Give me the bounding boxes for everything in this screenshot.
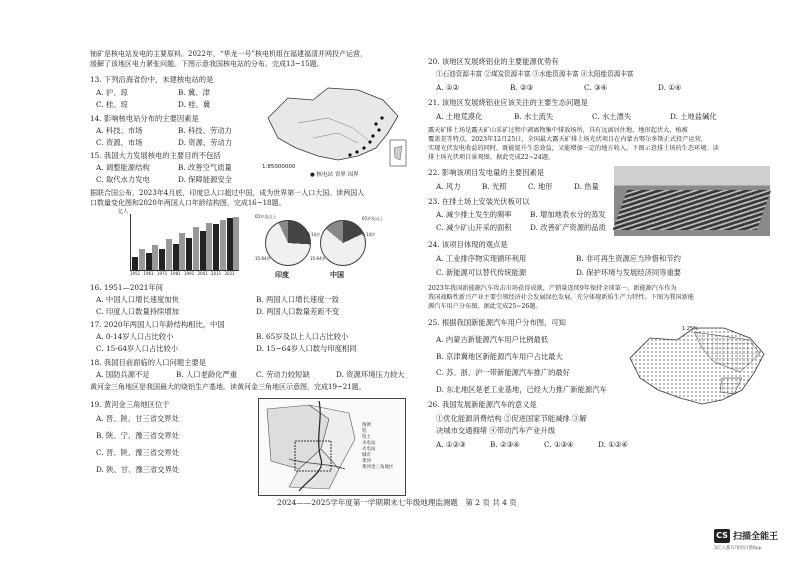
option-14-a[interactable]: A. 科技、市场 bbox=[96, 126, 143, 135]
x-tick-label: 1991 bbox=[184, 271, 195, 276]
camscanner-name: 扫描全能王 bbox=[733, 532, 779, 542]
nuclear-map bbox=[258, 78, 410, 178]
option-16-b[interactable]: B. 两国人口增长速度一致 bbox=[256, 295, 339, 304]
option-20-c[interactable]: C. ③④ bbox=[584, 83, 608, 92]
option-24-b[interactable]: B. 非可再生资源应当珍惜和节约 bbox=[576, 254, 681, 263]
question-20: 20. 该地区发展烧铝业的主要能源优势有 bbox=[428, 57, 559, 66]
option-16-d[interactable]: D. 两国人口数量差距不变 bbox=[256, 307, 340, 316]
question-24: 24. 该项目体现的观点是 bbox=[428, 240, 508, 249]
bar-中国-1951 bbox=[139, 249, 145, 270]
option-21-c[interactable]: C. 水土漂失 bbox=[592, 112, 632, 121]
option-13-b[interactable]: B. 冀、津 bbox=[178, 88, 210, 97]
option-25-b[interactable]: B. 京津冀地区新能源汽车用户占比最大 bbox=[436, 352, 563, 361]
x-tick-label: 2011 bbox=[211, 271, 222, 276]
option-25-d[interactable]: D. 东北地区是老工业基地，已经大力推广新能源汽车 bbox=[436, 385, 607, 394]
pie-china bbox=[320, 220, 366, 266]
option-18-a[interactable]: A. 国防兵源不足 bbox=[96, 370, 150, 379]
option-15-a[interactable]: A. 调整能源结构 bbox=[96, 163, 150, 172]
option-17-d[interactable]: D. 15~64岁人口数与印度相同 bbox=[256, 344, 357, 353]
option-13-a[interactable]: A. 沪、琼 bbox=[96, 88, 128, 97]
option-26-d[interactable]: D. ①②④ bbox=[598, 440, 628, 449]
question-21: 21. 该地区发展烧铝业应该关注的主要生态问题是 bbox=[428, 98, 588, 107]
intro-16-18: 据联合国公布，2023年4月底，印度总人口超过中国，成为世界第一人口大国。读两国人 口数量变化图和2020年两国人口年龄结构图，完成16~18题。 bbox=[90, 189, 365, 207]
option-13-d[interactable]: D. 桂、冀 bbox=[178, 100, 211, 109]
x-tick-label: 1961 bbox=[143, 271, 154, 276]
intro-19-21: 黄河金三角地区是我国最大的烧铝生产基地。读黄河金三角地区示意图，完成19~21题。 bbox=[90, 383, 366, 391]
option-14-b[interactable]: B. 科技、劳动力 bbox=[178, 126, 232, 135]
pie-india bbox=[265, 220, 311, 266]
question-13: 13. 下列沿海省份中，未建核电站的是 bbox=[90, 75, 214, 84]
option-16-c[interactable]: C. 印度人口数量持续增加 bbox=[96, 307, 179, 316]
ev-map-figure bbox=[622, 318, 772, 418]
chart-plot-area bbox=[130, 214, 239, 271]
bar-中国-1991 bbox=[193, 227, 199, 270]
option-19-c[interactable]: C. 晋、陕、豫三省交界处 bbox=[96, 448, 179, 457]
option-18-c[interactable]: C. 劳动力较短缺 bbox=[256, 370, 310, 379]
map1-legend: ● 核电站 省界 国界 bbox=[310, 172, 359, 178]
option-21-b[interactable]: B. 水土流失 bbox=[514, 112, 554, 121]
option-21-a[interactable]: A. 土地荒漠化 bbox=[436, 112, 483, 121]
intro-13-15: 铀矿是核电站发电的主要原料。2022年，“华龙一号”核电机组在福建福清并网投产运营， 缓解了该地区电力紧张问题。下图示意我国核电站的分布。完成13~15题。 bbox=[90, 50, 367, 68]
question-18: 18. 我国目前面临的人口问题主要是 bbox=[90, 358, 207, 367]
option-20-d[interactable]: D. ①④ bbox=[658, 83, 682, 92]
question-23: 23. 在排土场上安装光伏板可以 bbox=[428, 197, 530, 206]
option-22-d[interactable]: D. 热量 bbox=[574, 182, 599, 191]
option-26-c[interactable]: C. ①③④ bbox=[544, 440, 574, 449]
pie-china-label-child: 0-14岁 bbox=[362, 232, 376, 237]
option-24-d[interactable]: D. 保护环境与发展经济同等重要 bbox=[576, 268, 682, 277]
question-26: 26. 我国发展新能源汽车的意义是 bbox=[428, 400, 537, 409]
option-15-d[interactable]: D. 保障能源安全 bbox=[178, 175, 233, 184]
bar-印度-2001 bbox=[200, 231, 206, 270]
bar-印度-1991 bbox=[186, 238, 192, 270]
bar-中国-2021 bbox=[233, 217, 239, 270]
option-20-b[interactable]: B. ②③ bbox=[510, 83, 534, 92]
option-21-d[interactable]: D. 土地盐碱化 bbox=[670, 112, 717, 121]
pie-china-title: 中国 bbox=[330, 270, 344, 279]
option-24-a[interactable]: A. 工业排序物实现循环利用 bbox=[436, 254, 527, 263]
option-24-c[interactable]: C. 新能源可以替代传统能源 bbox=[436, 268, 527, 277]
ev-user-map bbox=[622, 318, 772, 418]
ev-map-legend: 1.25% bbox=[682, 326, 698, 332]
camscanner-logo: CS bbox=[714, 529, 730, 543]
option-25-c[interactable]: C. 苏、浙、沪一带新能源汽车推广的最好 bbox=[436, 368, 571, 377]
option-17-c[interactable]: C. 15-64岁人口占比较小 bbox=[96, 344, 179, 353]
pie-china-figure bbox=[310, 210, 390, 280]
intro-25-26: 2023年我国新能源汽车攻击市场获得成就，产销量连续9年保持全球第一。新能源汽车作为 我国战略性新兴产业主要引领经济社会发展绿色发展，充分体现新质生产力特性。下图为我国新能 源汽车用户分布图。据此完成25~26题。 bbox=[428, 285, 695, 310]
x-tick-label: 1971 bbox=[157, 271, 168, 276]
option-14-c[interactable]: C. 资源、市场 bbox=[96, 138, 143, 147]
page-footer: 2024——2025学年度第一学期期末七年级地理监测题 第 2 页 共 4 页 bbox=[277, 498, 517, 507]
bar-印度-1951 bbox=[132, 257, 138, 270]
option-19-a[interactable]: A. 晋、陕、甘三省交界处 bbox=[96, 414, 179, 423]
option-22-b[interactable]: B. 光照 bbox=[482, 182, 507, 191]
bar-印度-2021 bbox=[227, 218, 233, 270]
bar-中国-1961 bbox=[152, 245, 158, 270]
option-18-d[interactable]: D. 资源环境压力较大 bbox=[336, 370, 405, 379]
option-19-d[interactable]: D. 陕、甘、豫三省交界处 bbox=[96, 465, 180, 474]
question-26-statements-2: 决城市交通拥堵 ④带动汽车产业升级 bbox=[436, 426, 556, 435]
x-tick-label: 1981 bbox=[170, 271, 181, 276]
population-chart bbox=[118, 208, 240, 280]
question-17: 17. 2020年两国人口年龄结构相比，中国 bbox=[90, 320, 225, 329]
x-tick-label: 2021 bbox=[224, 271, 235, 276]
option-15-b[interactable]: B. 改善空气质量 bbox=[178, 163, 232, 172]
option-17-a[interactable]: A. 0-14岁人口占比较小 bbox=[96, 332, 174, 341]
option-13-c[interactable]: C. 桂、琼 bbox=[96, 100, 128, 109]
pie-india-label-child: 0-14岁 bbox=[307, 232, 321, 237]
chart-x-axis bbox=[130, 271, 238, 279]
bar-印度-1971 bbox=[159, 249, 165, 270]
pie-china-label-working: 15-64岁 bbox=[310, 256, 326, 261]
question-25: 25. 根据我国新能源汽车用户分布图，可知 bbox=[428, 318, 566, 327]
option-23-d[interactable]: D. 改善矿产资源的品质 bbox=[530, 223, 606, 232]
question-22: 22. 影响该项目发电量的主要因素是 bbox=[428, 168, 545, 177]
bar-中国-1981 bbox=[179, 233, 185, 270]
question-19: 19. 黄河金三角地区位于 bbox=[90, 400, 170, 409]
chart-unit: 亿人 bbox=[118, 209, 129, 215]
option-19-b[interactable]: B. 陕、宁、豫三省交界处 bbox=[96, 431, 179, 440]
option-25-a[interactable]: A. 内蒙古新能源汽车用户比例最低 bbox=[436, 335, 549, 344]
camscanner-tagline: 3亿人都在用的扫描App bbox=[714, 546, 762, 551]
option-23-b[interactable]: B. 增加地表水分的蒸发 bbox=[530, 210, 606, 219]
x-tick-label: 2001 bbox=[197, 271, 208, 276]
option-18-b[interactable]: B. 人口老龄化严重 bbox=[176, 370, 238, 379]
option-14-d[interactable]: D. 资源、劳动力 bbox=[178, 138, 233, 147]
bar-中国-2001 bbox=[206, 223, 212, 270]
option-20-a[interactable]: A. ①② bbox=[436, 83, 459, 92]
option-16-a[interactable]: A. 中国人口增长速度加快 bbox=[96, 295, 179, 304]
option-23-a[interactable]: A. 减少排土发生的频率 bbox=[436, 210, 512, 219]
option-26-a[interactable]: A. ①②③ bbox=[436, 440, 466, 449]
pie-china-label-elder: 65岁及以上 bbox=[362, 216, 384, 221]
option-15-c[interactable]: C. 取代水力发电 bbox=[96, 175, 150, 184]
option-22-a[interactable]: A. 风力 bbox=[436, 182, 461, 191]
pie-india-title: 印度 bbox=[275, 270, 289, 279]
map1-scale: 1:85000000 bbox=[262, 164, 296, 170]
question-14: 14. 影响核电站分布的主要因素是 bbox=[90, 114, 199, 123]
intro-22-24: 露天矿排土场是露天矿山采矿过程中剥离物集中排放场所，具有远离居住地，地形起伏大，植被 覆盖差等特点。2023年12月25日，全国最大露天矿排土场光伏项目在内蒙古鄂尔多斯正式投产运营， 实现光伏发电收益的同时，既能提升生态效益，又能增加一定的地方收入。下图示意排土场的生态环境。读 排土场光伏项目景观图，据此完成22~24题。 bbox=[428, 127, 719, 161]
pie-india-label-elder: 65岁及以上 bbox=[255, 214, 277, 219]
question-20-statements: ①石油资源丰富 ②煤炭资源丰富 ③水能资源丰富 ④太阳能资源丰富 bbox=[436, 70, 634, 78]
bar-印度-1981 bbox=[173, 244, 179, 270]
bar-印度-1961 bbox=[146, 253, 152, 270]
option-23-c[interactable]: C. 减少矿山开采的面积 bbox=[436, 223, 512, 232]
question-26-statements-1: ①优化能源消费结构 ②促进国家节能减排 ③解 bbox=[436, 414, 587, 423]
question-15: 15. 我国大力发展核电的主要目的不包括 bbox=[90, 151, 221, 160]
option-26-b[interactable]: B. ②③④ bbox=[490, 440, 520, 449]
x-tick-label: 1951 bbox=[130, 271, 141, 276]
bar-中国-1971 bbox=[166, 239, 172, 270]
option-22-c[interactable]: C. 地形 bbox=[528, 182, 553, 191]
pie-india-label-working: 15-64岁 bbox=[255, 256, 271, 261]
option-17-b[interactable]: B. 65岁及以上人口占比较小 bbox=[256, 332, 349, 341]
golden-triangle-map bbox=[258, 398, 406, 496]
map2-legend: 图例 铝 铝土 水电站 火电站 城市 黄河 黄河金三角地区 bbox=[362, 423, 394, 470]
bar-印度-2011 bbox=[213, 224, 219, 270]
bar-中国-2011 bbox=[220, 220, 226, 270]
solar-panel-rows bbox=[613, 190, 772, 230]
question-16: 16. 1951—2021年间 bbox=[90, 283, 163, 292]
china-map-figure bbox=[258, 78, 410, 178]
solar-farm-photo bbox=[614, 166, 770, 236]
